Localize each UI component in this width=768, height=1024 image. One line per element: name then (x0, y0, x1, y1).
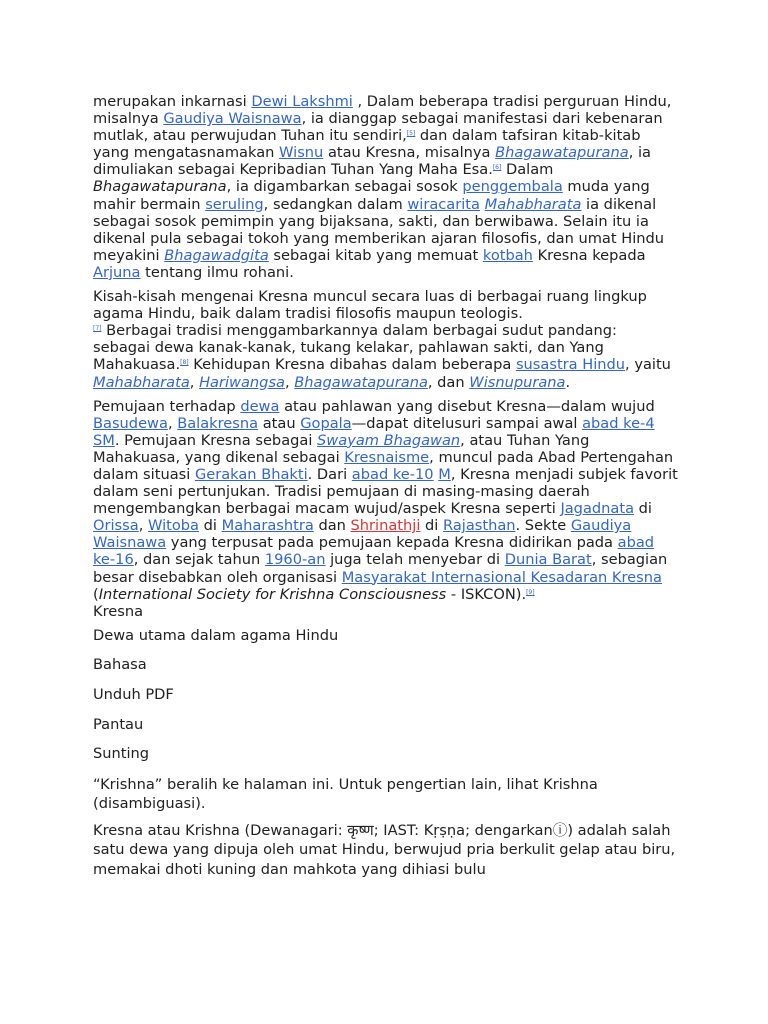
text: Kresna atau Krishna (Dewanagari: (93, 821, 348, 839)
link-bhagawadgita[interactable]: Bhagawadgita (164, 246, 269, 264)
link-swayam-bhagawan[interactable]: Swayam Bhagawan (317, 431, 461, 449)
link-gopala[interactable]: Gopala (300, 414, 352, 432)
link-maharashtra[interactable]: Maharashtra (221, 517, 314, 535)
text: , muncul pada Abad Pertengahan dalam situasi (93, 448, 674, 483)
text: Kisah-kisah mengenai Kresna muncul secara luas di berbagai ruang lingkup agama Hindu, baik dalam tradisi filosofis maupun teologis. (93, 288, 647, 323)
link-iskcon[interactable]: Masyarakat Internasional Kesadaran Kresna (341, 568, 662, 586)
link-witoba[interactable]: Witoba (147, 517, 200, 535)
download-pdf-link[interactable]: Unduh PDF (93, 686, 174, 703)
text: Kehidupan Kresna dibahas dalam beberapa (188, 356, 516, 374)
link-mahabharata[interactable]: Mahabharata (93, 373, 190, 391)
text: dan dalam tafsiran kitab-kitab yang mengatasnamakan (93, 127, 641, 162)
text: , ia digambarkan sebagai sosok (226, 178, 463, 196)
watch-link[interactable]: Pantau (93, 715, 144, 733)
link-seruling[interactable]: seruling (205, 195, 264, 213)
text: . Sekte (515, 517, 571, 535)
italic-title: Bhagawatapurana (93, 178, 227, 196)
link-jagadnata[interactable]: Jagadnata (560, 500, 635, 518)
link-bhagawatapurana[interactable]: Bhagawatapurana (495, 144, 629, 162)
link-1960-an[interactable]: 1960-an (264, 551, 326, 569)
separator: , (189, 373, 200, 391)
link-dunia-barat[interactable]: Dunia Barat (504, 551, 592, 569)
text: , sedangkan dalam (263, 195, 408, 213)
text: sebagai kitab yang memuat (268, 246, 483, 264)
text: di (199, 517, 222, 535)
text: , atau Tuhan Yang Mahakuasa, yang dikenal sebagai (93, 431, 590, 466)
link-arjuna[interactable]: Arjuna (93, 263, 141, 281)
link-bhagawatapurana[interactable]: Bhagawatapurana (294, 373, 428, 391)
link-wisnu[interactable]: Wisnu (279, 144, 324, 162)
text: Berbagai tradisi menggambarkannya dalam berbagai sudut pandang: sebagai dewa kanak-kanak, tukang kelakar, pahlawan sakti, dan Yang Mahakuasa. (93, 322, 617, 374)
text: Pemujaan terhadap (93, 397, 241, 415)
text: tentang ilmu rohani. (140, 263, 294, 281)
link-wisnupurana[interactable]: Wisnupurana (469, 373, 566, 391)
link-gerakan-bhakti[interactable]: Gerakan Bhakti (194, 465, 308, 483)
link-orissa[interactable]: Orissa (93, 517, 139, 535)
text: juga telah menyebar di (325, 551, 505, 569)
text: muda yang mahir bermain (93, 178, 650, 213)
infobox-subtitle: Dewa utama dalam agama Hindu (93, 626, 339, 644)
reference-8[interactable]: [8] (180, 359, 189, 367)
text: ; IAST: Kṛṣṇa; dengarkan (373, 821, 553, 839)
text: —dapat ditelusuri sampai awal (351, 414, 583, 432)
link-mahabharata[interactable]: Mahabharata (484, 195, 582, 213)
text: . Dari (307, 465, 352, 483)
reference-5[interactable]: [5] (406, 130, 416, 138)
audio-info-icon[interactable]: ⓘ (552, 821, 568, 839)
language-menu[interactable]: Bahasa (93, 656, 147, 674)
lead-paragraph (93, 821, 678, 880)
paragraph-2 (93, 288, 678, 391)
text: , sebagian besar disebabkan oleh organisasi (93, 551, 668, 586)
article-content (93, 93, 678, 879)
reference-7[interactable]: [7] (93, 325, 102, 333)
link-basudewa[interactable]: Basudewa (93, 414, 168, 432)
text: ) adalah salah satu dewa yang dipuja oleh umat Hindu, berwujud pria berkulit gelap atau biru, memakai dhoti kuning dan mahkota yang dihiasi bulu (93, 821, 676, 878)
link-dewa[interactable]: dewa (240, 397, 280, 415)
reference-9[interactable]: [9] (526, 588, 535, 596)
link-abad-ke-4-sm[interactable]: abad ke-4 SM (93, 414, 655, 449)
text: di (420, 517, 443, 535)
link-abad-ke-10[interactable]: abad ke-10 (351, 465, 434, 483)
text: , yaitu (625, 356, 671, 374)
link-dewi-lakshmi[interactable]: Dewi Lakshmi (251, 93, 353, 110)
link-abad-ke-16[interactable]: abad ke-16 (93, 534, 655, 569)
text: ( (93, 585, 99, 603)
text: , Dalam beberapa tradisi perguruan Hindu, misalnya (93, 93, 672, 128)
link-penggembala[interactable]: penggembala (462, 178, 563, 196)
infobox-title: Kresna (93, 602, 144, 620)
link-kotbah[interactable]: kotbah (482, 246, 533, 264)
link-kresnaisme[interactable]: Kresnaisme (344, 448, 430, 466)
text: , Kresna menjadi subjek favorit dalam seni pertunjukan. Tradisi pemujaan di masing-masing daerah mengembangkan berbagai macam wujud/aspek Kresna seperti (93, 465, 678, 518)
text: atau (258, 414, 301, 432)
italic-organization-name: International Society for Krishna Consciousness (98, 585, 447, 603)
text: dan (313, 517, 351, 535)
devanagari-text: कृष्ण (347, 821, 374, 839)
text: Kresna kepada (532, 246, 646, 264)
hatnote: “Krishna” beralih ke halaman ini. Untuk pengertian lain, lihat Krishna (disambiguasi). (93, 775, 598, 813)
text: , dan sejak tahun (133, 551, 265, 569)
text: . (565, 373, 571, 391)
link-hariwangsa[interactable]: Hariwangsa (199, 373, 285, 391)
link-rajasthan[interactable]: Rajasthan (443, 517, 516, 535)
text: - ISKCON). (446, 585, 527, 603)
text: merupakan inkarnasi (93, 93, 252, 110)
text: , ia dimuliakan sebagai Kepribadian Tuhan Yang Maha Esa. (93, 144, 651, 179)
paragraph-1 (93, 93, 678, 281)
separator: , (138, 517, 148, 535)
link-wiracarita[interactable]: wiracarita (407, 195, 480, 213)
link-shrinathji-missing[interactable]: Shrinathji (350, 517, 421, 535)
link-gaudiya-waisnawa[interactable]: Gaudiya Waisnawa (93, 517, 632, 552)
link-gaudiya-waisnawa[interactable]: Gaudiya Waisnawa (163, 110, 302, 128)
edit-link[interactable]: Sunting (93, 745, 150, 763)
separator: , (285, 373, 295, 391)
text: di (634, 500, 652, 518)
reference-6[interactable]: [6] (492, 164, 502, 172)
link-masehi[interactable]: M (438, 465, 451, 483)
text: , dan (427, 373, 470, 391)
link-balakresna[interactable]: Balakresna (177, 414, 259, 432)
link-susastra-hindu[interactable]: susastra Hindu (515, 356, 626, 374)
text: , ia dianggap sebagai manifestasi dari kebenaran mutlak, atau perwujudan Tuhan itu sendiri, (93, 110, 663, 145)
separator: , (167, 414, 178, 432)
paragraph-3 (93, 398, 678, 620)
text: . Pemujaan Kresna sebagai (114, 431, 318, 449)
text: yang terpusat pada pemujaan kepada Kresna didirikan pada (166, 534, 618, 552)
text: atau Kresna, misalnya (323, 144, 496, 162)
text: Dalam (501, 161, 554, 179)
text: ia dikenal sebagai sosok pemimpin yang bijaksana, sakti, dan berwibawa. Selain itu ia dikenal pula sebagai tokoh yang memberikan ajaran filosofis, dan umat Hindu meyakini (93, 195, 665, 264)
text: atau pahlawan yang disebut Kresna—dalam wujud (279, 397, 655, 415)
